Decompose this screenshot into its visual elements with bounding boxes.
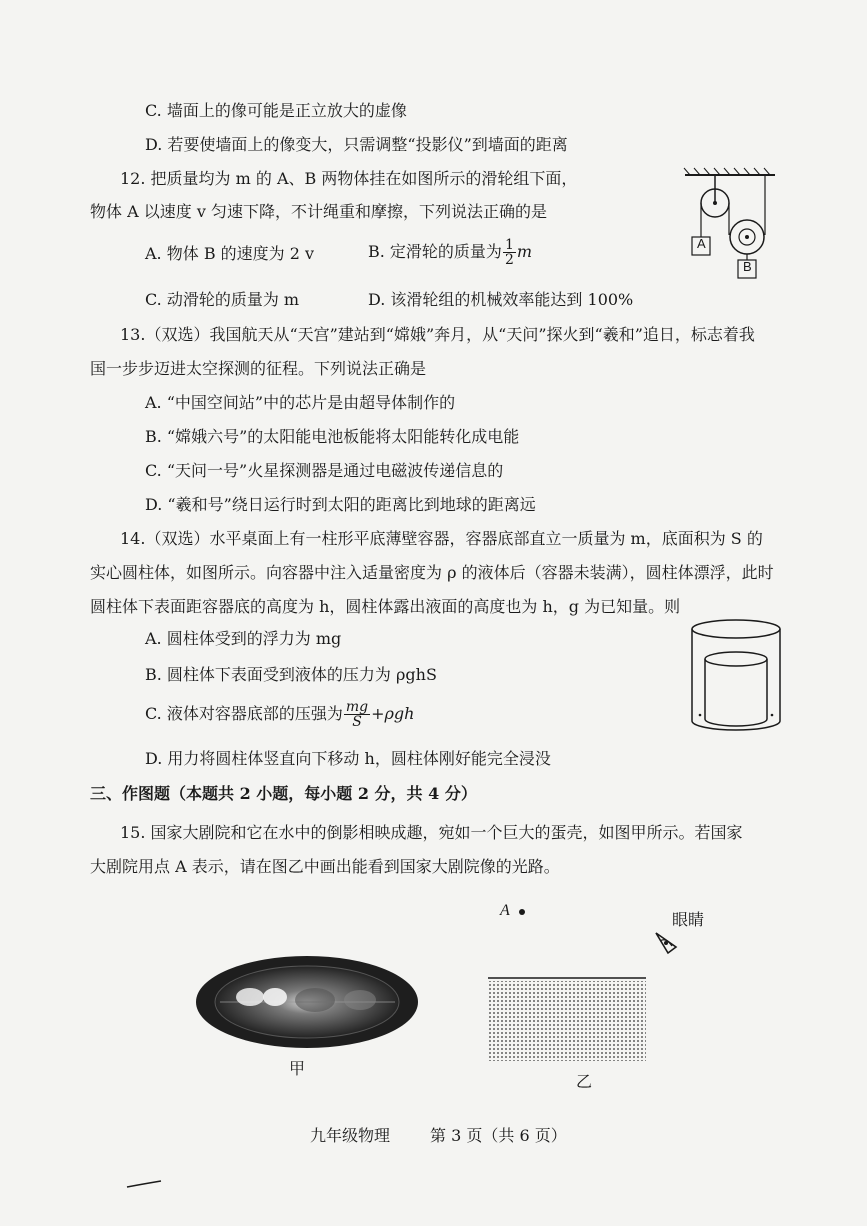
- block-a-label: A: [697, 236, 706, 251]
- q12-option-b-fraction: [503, 238, 516, 267]
- q15-stem-line1: 15. 国家大剧院和它在水中的倒影相映成趣，宛如一个巨大的蛋壳，如图甲所示。若国家: [120, 823, 743, 842]
- q12-option-a: A. 物体 B 的速度为 2 v: [145, 244, 315, 263]
- q14-option-c-text: C. 液体对容器底部的压强为: [145, 704, 343, 723]
- q13-option-d: D. “羲和号”绕日运行时到太阳的距离比到地球的距离远: [145, 495, 536, 514]
- eye-icon: [652, 927, 682, 955]
- q14-option-c-fraction: [344, 700, 370, 729]
- q13-option-b: B. “嫦娥六号”的太阳能电池板能将太阳能转化成电能: [145, 427, 520, 446]
- fraction-numerator: mg: [345, 699, 369, 715]
- q14-stem-line1: 14.（双选）水平桌面上有一柱形平底薄壁容器，容器底部直立一质量为 m，底面积为 S 的: [120, 529, 763, 548]
- grand-theater-photo: [195, 955, 420, 1050]
- q14-option-d: D. 用力将圆柱体竖直向下移动 h，圆柱体刚好能完全浸没: [145, 749, 551, 768]
- q14-stem-line3: 圆柱体下表面距容器底的高度为 h，圆柱体露出液面的高度也为 h，g 为已知量。则: [90, 597, 681, 616]
- q14-option-c-suffix: +ρgh: [371, 704, 415, 723]
- fraction-denominator: 2: [504, 252, 514, 268]
- q14-option-a: A. 圆柱体受到的浮力为 mg: [145, 629, 342, 648]
- point-a-label: A: [500, 902, 510, 919]
- water-surface: [488, 975, 648, 1063]
- figure-yi-caption: 乙: [576, 1072, 593, 1091]
- block-b-label: B: [743, 259, 752, 274]
- fraction-numerator: 1: [504, 237, 514, 253]
- pulley-diagram: [680, 165, 780, 290]
- q13-stem-line2: 国一步步迈进太空探测的征程。下列说法正确是: [90, 359, 427, 378]
- fraction-denominator: S: [352, 714, 362, 730]
- point-a-dot: [516, 906, 528, 918]
- q12-stem-line1: 12. 把质量均为 m 的 A、B 两物体挂在如图所示的滑轮组下面，: [120, 169, 578, 188]
- q15-stem-line2: 大剧院用点 A 表示，请在图乙中画出能看到国家大剧院像的光路。: [90, 857, 560, 876]
- q14-stem-line2: 实心圆柱体，如图所示。向容器中注入适量密度为 ρ 的液体后（容器未装满），圆柱体漂浮，此时: [90, 563, 774, 582]
- q12-option-c: C. 动滑轮的质量为 m: [145, 290, 300, 309]
- q13-stem-line1: 13.（双选）我国航天从“天宫”建站到“嫦娥”奔月，从“天问”探火到“羲和”追日，标志着我: [120, 325, 755, 344]
- section-3-heading: 三、作图题（本题共 2 小题，每小题 2 分，共 4 分）: [90, 784, 477, 803]
- q14-option-b: B. 圆柱体下表面受到液体的压力为 ρghS: [145, 665, 437, 684]
- q12-option-b-unit: m: [516, 242, 533, 261]
- q12-option-d: D. 该滑轮组的机械效率能达到 100%: [368, 290, 634, 309]
- container-cylinder-diagram: [688, 615, 784, 737]
- q14-option-c: [145, 700, 414, 729]
- q13-option-c: C. “天问一号”火星探测器是通过电磁波传递信息的: [145, 461, 504, 480]
- figure-jia-caption: 甲: [289, 1059, 306, 1078]
- footer-subject: 九年级物理: [310, 1126, 391, 1145]
- q12-stem-line2: 物体 A 以速度 v 匀速下降，不计绳重和摩擦，下列说法正确的是: [90, 202, 547, 221]
- eye-label: 眼睛: [672, 910, 705, 929]
- q13-option-a: A. “中国空间站”中的芯片是由超导体制作的: [145, 393, 456, 412]
- q12-option-b-text: B. 定滑轮的质量为: [368, 242, 502, 261]
- footer-page-number: 第 3 页（共 6 页）: [430, 1126, 567, 1145]
- q11-option-c: C. 墙面上的像可能是正立放大的虚像: [145, 101, 407, 120]
- q12-option-b: [368, 238, 532, 267]
- stray-pen-mark: [125, 1178, 165, 1190]
- q11-option-d: D. 若要使墙面上的像变大，只需调整“投影仪”到墙面的距离: [145, 135, 568, 154]
